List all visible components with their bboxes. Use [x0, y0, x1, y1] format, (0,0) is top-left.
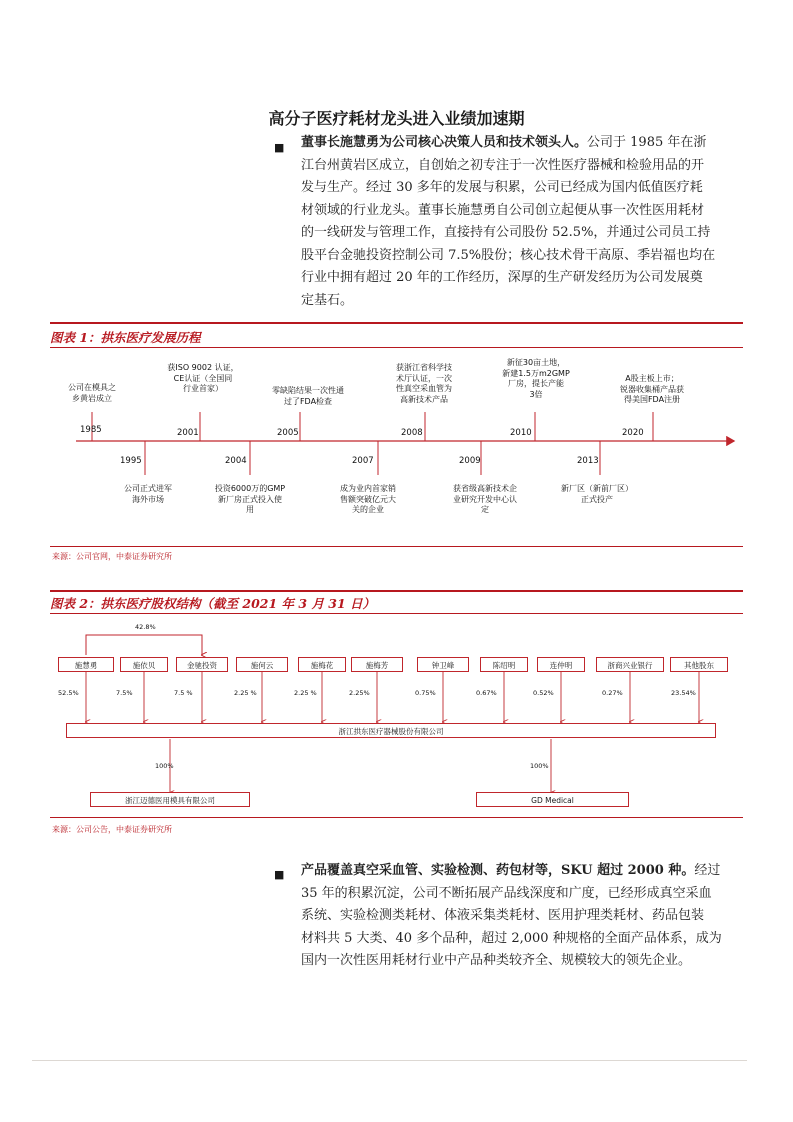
timeline-year-1995: 1995 [120, 456, 142, 466]
paragraph-products [301, 860, 738, 973]
shareholder-box: 金驰投资 [176, 657, 228, 672]
timeline-year-2009: 2009 [459, 456, 481, 466]
shareholder-box: 陈绍明 [480, 657, 528, 672]
sub-percent: 100% [530, 762, 549, 770]
timeline-year-2013: 2013 [577, 456, 599, 466]
figure1-source: 来源：公司官网，中泰证券研究所 [52, 552, 172, 561]
shareholder-percent: 0.52% [533, 689, 554, 697]
para1-line: 江台州黄岩区成立，自创始之初专注于一次性医疗器械和检验用品的开 [301, 157, 705, 173]
para1-line: 材领域的行业龙头。董事长施慧勇自公司创立起便从事一次性医用耗材 [301, 202, 705, 218]
timeline-year-2001: 2001 [177, 428, 199, 438]
figure2-bottom-rule [50, 817, 743, 818]
bullet-marker: ■ [274, 141, 285, 154]
timeline-event-below-2013: 新厂区（新前厂区） 正式投产 [561, 484, 633, 504]
shareholder-box: 钟卫峰 [417, 657, 469, 672]
shareholder-percent: 7.5 % [174, 689, 193, 697]
shareholder-percent: 2.25 % [294, 689, 317, 697]
timeline-year-2005: 2005 [277, 428, 299, 438]
para1-line: 股平台金驰投资控制公司 7.5%股份；核心技术骨干高原、季岩福也均在 [301, 247, 716, 263]
shareholder-percent: 0.27% [602, 689, 623, 697]
para2-line: 材料共 5 大类、40 多个品种，超过 2,000 种规格的全面产品体系，成为 [301, 930, 722, 946]
figure2-source: 来源：公司公告，中泰证券研究所 [52, 825, 172, 834]
shareholder-box: 浙商兴业银行 [596, 657, 664, 672]
timeline-event-above-2010: 新征30亩土地， 新建1.5万m2GMP 厂房，提长产能 3倍 [502, 358, 570, 399]
timeline-event-above-1985: 公司在模具之 乡黄岩成立 [68, 383, 116, 403]
timeline-year-2007: 2007 [352, 456, 374, 466]
shareholder-box: 施何云 [236, 657, 288, 672]
shareholder-percent: 2.25 % [234, 689, 257, 697]
timeline-event-above-2008: 获浙江省科学技 术厅认证，一次 性真空采血管为 高新技术产品 [396, 363, 452, 404]
timeline-event-below-2007: 成为业内首家销 售额突破亿元大 关的企业 [340, 484, 396, 514]
shareholder-box: 施慧勇 [58, 657, 114, 672]
para2-line: 经过 [694, 863, 721, 878]
subsidiary-box: 浙江迈德医用模具有限公司 [90, 792, 250, 807]
page-title: 高分子医疗耗材龙头进入业绩加速期 [268, 109, 525, 128]
link-shi-to-jinchi [86, 635, 202, 655]
link-percent: 42.8% [135, 623, 156, 631]
timeline-year-2010: 2010 [510, 428, 532, 438]
para2-lead: 产品覆盖真空采血管、实验检测、药包材等，SKU 超过 2000 种。 [301, 863, 695, 878]
shareholder-box: 连仲明 [537, 657, 585, 672]
shareholder-box: 施依贝 [120, 657, 168, 672]
figure1-title: 图表 1：拱东医疗发展历程 [50, 330, 201, 345]
shareholder-percent: 0.75% [415, 689, 436, 697]
para2-line: 国内一次性医用耗材行业中产品种类较齐全、规模较大的领先企业。 [301, 953, 692, 968]
shareholder-percent: 23.54% [671, 689, 696, 697]
timeline-event-below-2004: 投资6000万的GMP 新厂房正式投入使 用 [214, 484, 286, 514]
figure2-title: 图表 2：拱东医疗股权结构（截至 2021 年 3 月 31 日） [50, 596, 376, 611]
sub-percent: 100% [155, 762, 174, 770]
timeline-year-1985: 1985 [80, 425, 102, 435]
timeline-year-2020: 2020 [622, 428, 644, 438]
para1-line: 公司于 1985 年在浙 [587, 135, 707, 150]
timeline-event-below-2009: 获省级高新技术企 业研究开发中心认 定 [453, 484, 517, 514]
para1-line: 定基石。 [301, 292, 354, 308]
para1-line: 行业中拥有超过 20 年的工作经历，深厚的生产研发经历为公司发展奠 [301, 270, 703, 285]
para1-lead: 董事长施慧勇为公司核心决策人员和技术领头人。 [301, 135, 588, 150]
shareholder-percent: 2.25% [349, 689, 370, 697]
para1-line: 的一线研发与管理工作，直接持有公司股份 52.5%，并通过公司员工持 [301, 225, 711, 240]
para2-line: 系统、实验检测类耗材、体液采集类耗材、医用护理类耗材、药品包装 [301, 908, 705, 923]
subsidiary-box: GD Medical [476, 792, 629, 807]
shareholder-box: 施梅花 [298, 657, 346, 672]
shareholder-percent: 52.5% [58, 689, 79, 697]
timeline-year-2008: 2008 [401, 428, 423, 438]
timeline-event-below-1995: 公司正式进军 海外市场 [124, 484, 172, 504]
para2-line: 35 年的积累沉淀，公司不断拓展产品线深度和广度，已经形成真空采血 [301, 885, 712, 901]
footer-rule [32, 1060, 747, 1061]
timeline-year-2004: 2004 [225, 456, 247, 466]
company-box: 浙江拱东医疗器械股份有限公司 [66, 723, 716, 738]
shareholder-box: 其他股东 [670, 657, 728, 672]
shareholder-box: 施梅芳 [351, 657, 403, 672]
shareholder-percent: 0.67% [476, 689, 497, 697]
timeline-event-above-2001: 获ISO 9002 认证， CE认证（全国同 行业首家） [167, 363, 239, 393]
shareholder-percent: 7.5% [116, 689, 133, 697]
para1-line: 发与生产。经过 30 多年的发展与积累，公司已经成为国内低值医疗耗 [301, 180, 703, 195]
timeline-event-above-2005: 零缺陷结果一次性通 过了FDA检查 [272, 386, 344, 406]
bullet-marker: ■ [274, 868, 285, 881]
timeline-event-above-2020: A股主板上市； 锐器收集桶产品获 得美国FDA注册 [620, 374, 684, 404]
